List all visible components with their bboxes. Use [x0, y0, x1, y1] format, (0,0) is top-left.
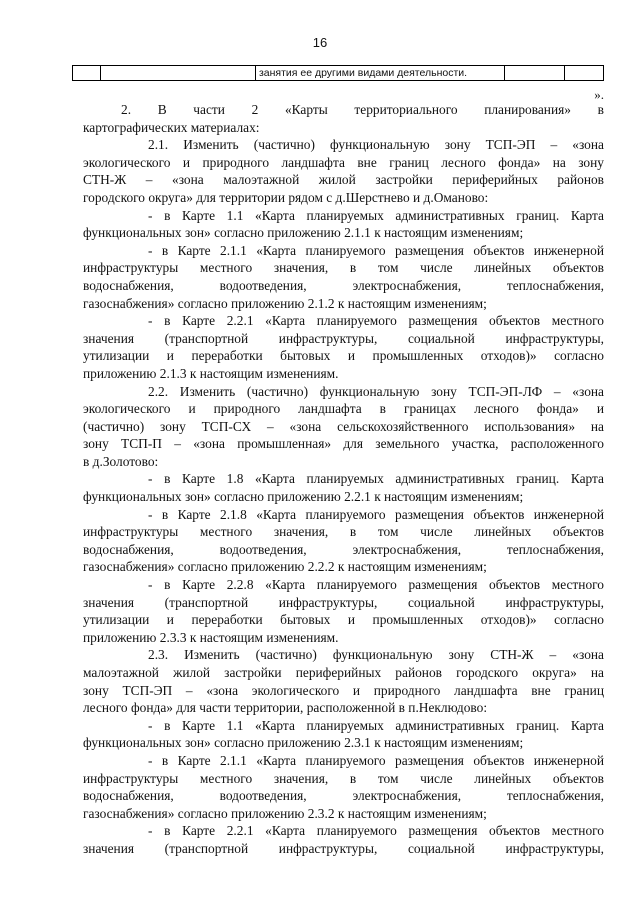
- text-line: инфраструктуры местного значения, в том числе линейных объектов: [83, 524, 604, 540]
- text-line: - в Карте 1.8 «Карта планируемых административных границ. Карта: [148, 471, 604, 487]
- text-line: экологического и природного ландшафта вне границ лесного фонда» на зону: [83, 154, 604, 170]
- text-line: функциональных зон» согласно приложению 2.3.1 к настоящим изменениям;: [83, 735, 524, 751]
- text-line: - в Карте 2.1.8 «Карта планируемого размещения объектов инженерной: [148, 506, 604, 522]
- table-cell: [505, 66, 565, 81]
- text-line: инфраструктуры местного значения, в том числе линейных объектов: [83, 770, 604, 786]
- text-line: 2. В части 2 «Карты территориального планирования» в: [121, 102, 604, 117]
- text-line: приложению 2.1.3 к настоящим изменениям.: [83, 365, 339, 381]
- text-line: водоснабжения, водоотведения, электроснабжения, теплоснабжения,: [83, 541, 604, 557]
- table-fragment: [72, 65, 604, 81]
- text-line: - в Карте 2.1.1 «Карта планируемого размещения объектов инженерной: [148, 242, 604, 258]
- table-cell: [73, 66, 101, 81]
- text-line: городского округа» для территории рядом с д.Шерстнево и д.Оманово:: [83, 189, 489, 205]
- table-cell: [565, 66, 604, 81]
- table-cell: [101, 66, 256, 81]
- text-line: 2.3. Изменить (частично) функциональную зону СТН-Ж – «зона: [148, 647, 604, 663]
- text-line: газоснабжения» согласно приложению 2.1.2 к настоящим изменениям;: [83, 295, 487, 311]
- table-cell-text: занятия ее другими видами деятельности.: [255, 66, 504, 81]
- text-line: зону ТСП-П – «зона промышленная» для земельного участка, расположенного: [83, 436, 604, 452]
- table-row: [73, 66, 604, 81]
- text-line: значения (транспортной инфраструктуры, социальной инфраструктуры,: [83, 330, 604, 346]
- page-number: 16: [312, 35, 328, 50]
- text-line: малоэтажной жилой застройки периферийных районов городского округа» на: [83, 665, 604, 680]
- text-line: картографических материалах:: [83, 119, 260, 135]
- text-line: 2.2. Изменить (частично) функциональную зону ТСП-ЭП-ЛФ – «зона: [148, 383, 604, 399]
- text-line: зону ТСП-ЭП – «зона экологического и природного ландшафта вне границ: [83, 682, 604, 698]
- text-line: газоснабжения» согласно приложению 2.3.2 к настоящим изменениям;: [83, 805, 487, 821]
- text-line: приложению 2.3.3 к настоящим изменениям.: [83, 629, 339, 645]
- text-line: утилизации и переработки бытовых и промышленных отходов)» согласно: [83, 612, 604, 628]
- text-line: - в Карте 2.2.1 «Карта планируемого размещения объектов местного: [148, 823, 604, 839]
- text-line: - в Карте 2.1.1 «Карта планируемого размещения объектов инженерной: [148, 752, 604, 768]
- closing-quote: ».: [594, 87, 604, 102]
- text-line: водоснабжения, водоотведения, электроснабжения, теплоснабжения,: [83, 277, 604, 293]
- text-line: утилизации и переработки бытовых и промышленных отходов)» согласно: [83, 348, 604, 364]
- text-line: лесного фонда» для части территории, расположенной в п.Неклюдово:: [83, 700, 488, 716]
- text-line: водоснабжения, водоотведения, электроснабжения, теплоснабжения,: [83, 788, 604, 804]
- text-line: значения (транспортной инфраструктуры, социальной инфраструктуры,: [83, 840, 604, 856]
- text-line: - в Карте 1.1 «Карта планируемых административных границ. Карта: [148, 207, 604, 223]
- text-line: (частично) зону ТСП-СХ – «зона сельскохозяйственного использования» на: [83, 418, 604, 434]
- text-line: СТН-Ж – «зона малоэтажной жилой застройки периферийных районов: [83, 172, 604, 188]
- text-line: значения (транспортной инфраструктуры, социальной инфраструктуры,: [83, 594, 604, 610]
- text-line: 2.1. Изменить (частично) функциональную зону ТСП-ЭП – «зона: [148, 137, 604, 153]
- text-line: в д.Золотово:: [83, 453, 159, 469]
- text-line: экологического и природного ландшафта в границах лесного фонда» и: [83, 401, 604, 417]
- text-line: функциональных зон» согласно приложению 2.2.1 к настоящим изменениям;: [83, 489, 524, 505]
- document-body: [83, 101, 604, 858]
- text-line: инфраструктуры местного значения, в том числе линейных объектов: [83, 260, 604, 276]
- text-line: - в Карте 2.2.1 «Карта планируемого размещения объектов местного: [148, 313, 604, 329]
- text-line: функциональных зон» согласно приложению 2.1.1 к настоящим изменениям;: [83, 225, 524, 241]
- text-line: - в Карте 2.2.8 «Карта планируемого размещения объектов местного: [148, 577, 604, 593]
- text-line: - в Карте 1.1 «Карта планируемых административных границ. Карта: [148, 717, 604, 733]
- text-line: газоснабжения» согласно приложению 2.2.2 к настоящим изменениям;: [83, 559, 487, 575]
